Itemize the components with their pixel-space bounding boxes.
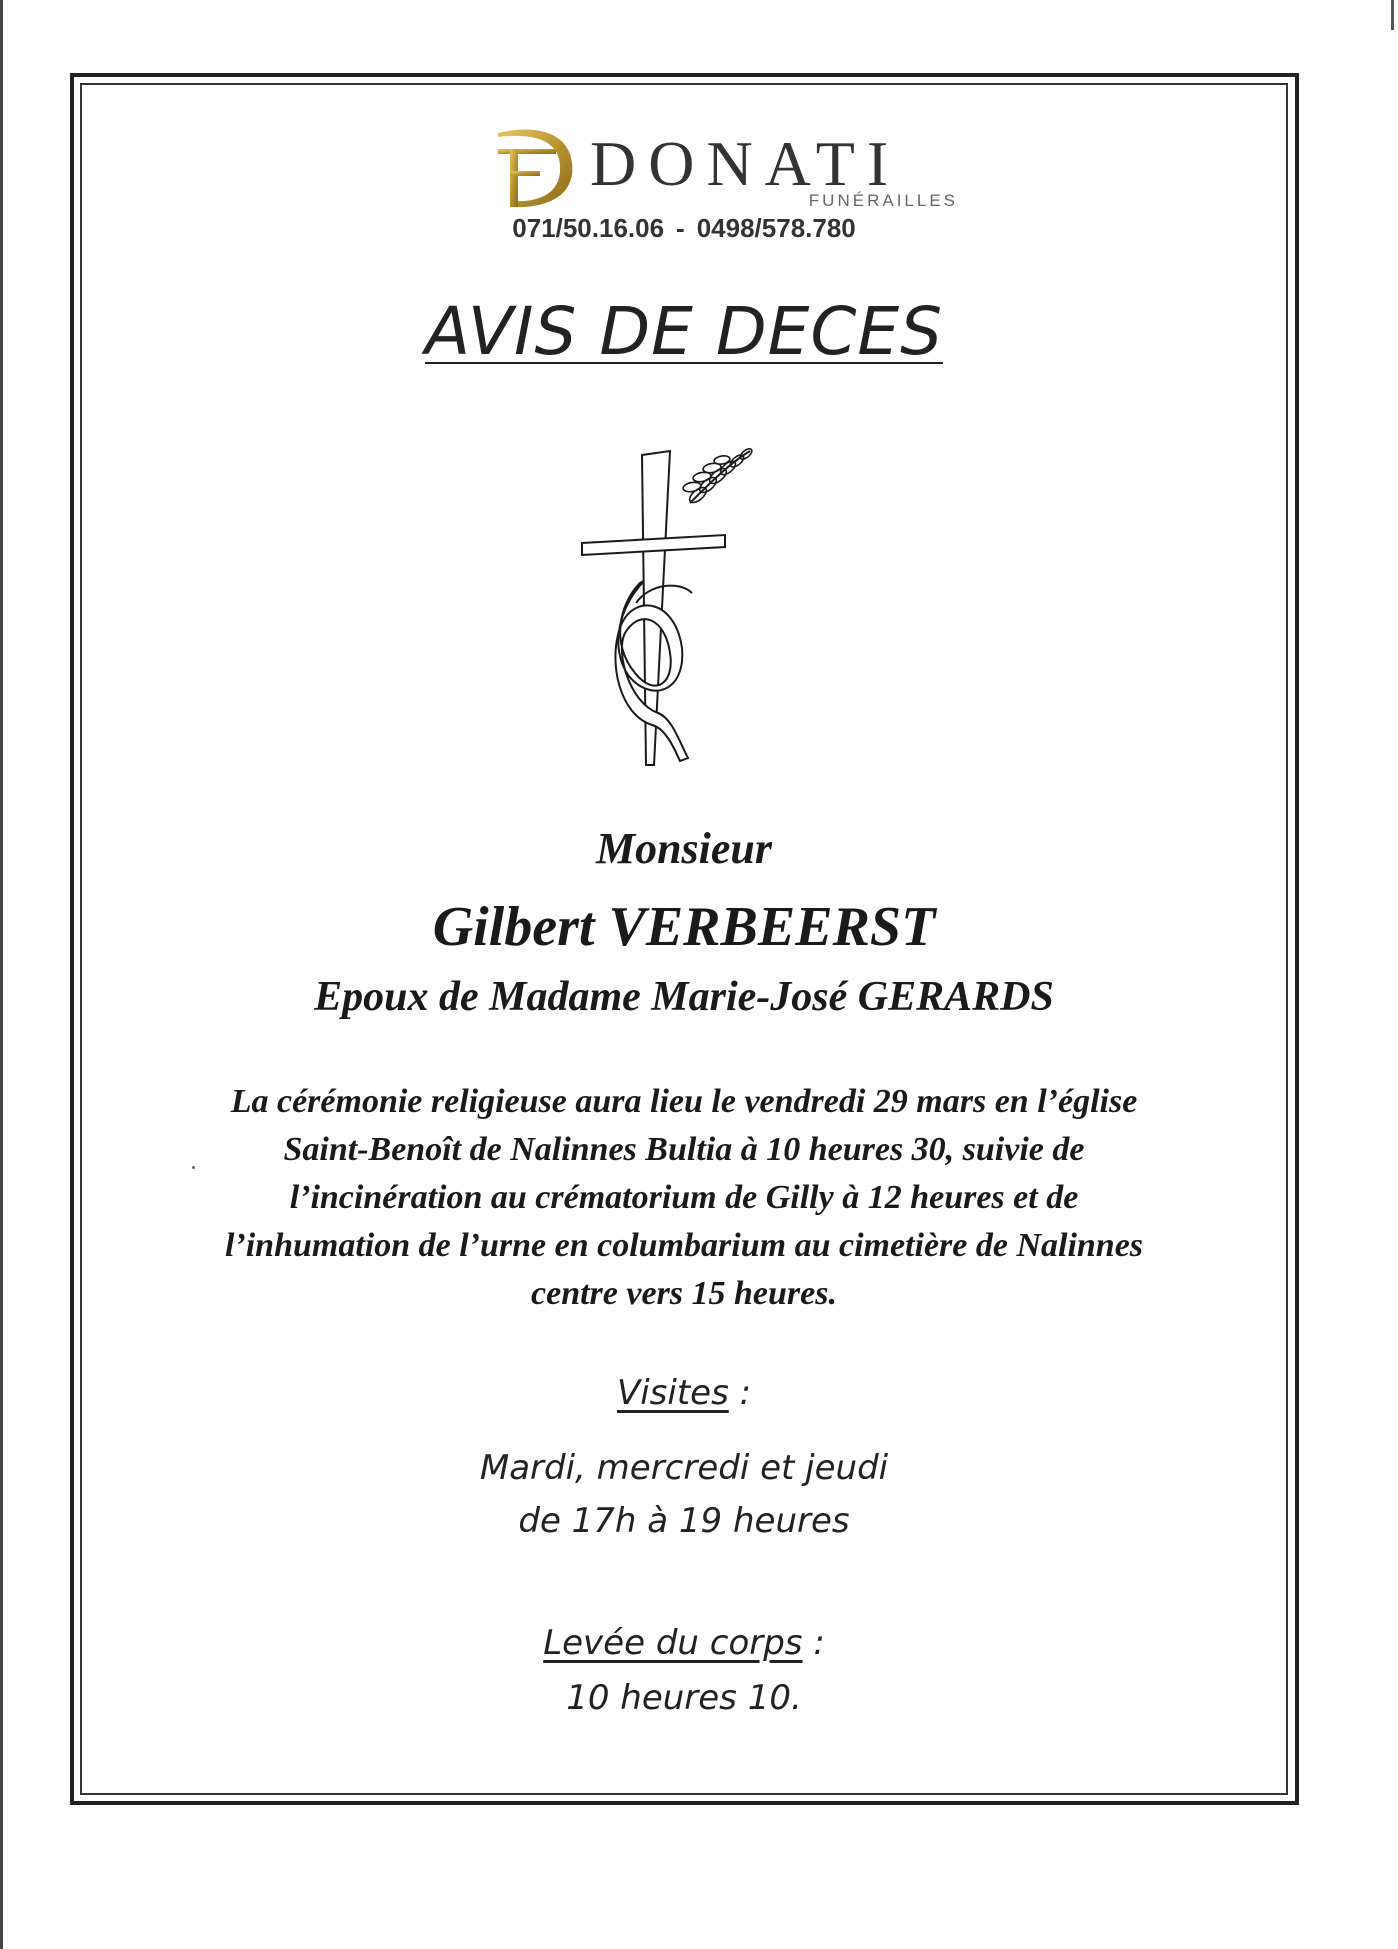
visits-heading-label: Visites: [616, 1373, 729, 1413]
cross-with-wheat-and-ribbon-icon: [580, 443, 800, 783]
phone-mobile: 0498/578.780: [696, 213, 856, 243]
deceased-name: Gilbert VERBEERST: [432, 896, 936, 958]
ceremony-line: Saint-Benoît de Nalinnes Bultia à 10 heures 30, suivie de: [283, 1131, 1085, 1168]
scan-speck: [192, 1166, 195, 1169]
levee-heading: [80, 1623, 1288, 1663]
ceremony-line: l’inhumation de l’urne en columbarium au cimetière de Nalinnes: [224, 1227, 1144, 1264]
ceremony-line: l’incinération au crématorium de Gilly à 12 heures et de: [289, 1179, 1079, 1216]
brand-name: DONATI: [590, 128, 901, 199]
death-notice: [80, 83, 1288, 1795]
visits-days: Mardi, mercredi et jeudi: [479, 1448, 889, 1488]
notice-title: AVIS DE DECES: [424, 293, 944, 370]
scan-edge-right: [1391, 0, 1394, 30]
visits-heading: [80, 1373, 1288, 1413]
phone-separator: -: [676, 213, 685, 243]
spouse-line: Epoux de Madame Marie-José GERARDS: [314, 974, 1054, 1020]
scan-edge-left: [0, 0, 3, 1949]
phone-landline: 071/50.16.06: [512, 213, 665, 243]
brand-subtitle: FUNÉRAILLES: [808, 191, 958, 210]
visits-hours: de 17h à 19 heures: [518, 1501, 850, 1541]
levee-time: 10 heures 10.: [566, 1678, 802, 1718]
levee-heading-label: Levée du corps: [543, 1623, 803, 1663]
phone-numbers: [80, 213, 1288, 244]
ceremony-line: La cérémonie religieuse aura lieu le vendredi 29 mars en l’église: [230, 1083, 1138, 1120]
donati-monogram-icon: [470, 123, 590, 213]
visits-heading-colon: :: [728, 1373, 752, 1413]
honorific: Monsieur: [595, 824, 773, 873]
ceremony-line: centre vers 15 heures.: [531, 1275, 837, 1312]
ceremony-paragraph: [80, 1078, 1288, 1318]
levee-heading-colon: :: [802, 1623, 825, 1663]
